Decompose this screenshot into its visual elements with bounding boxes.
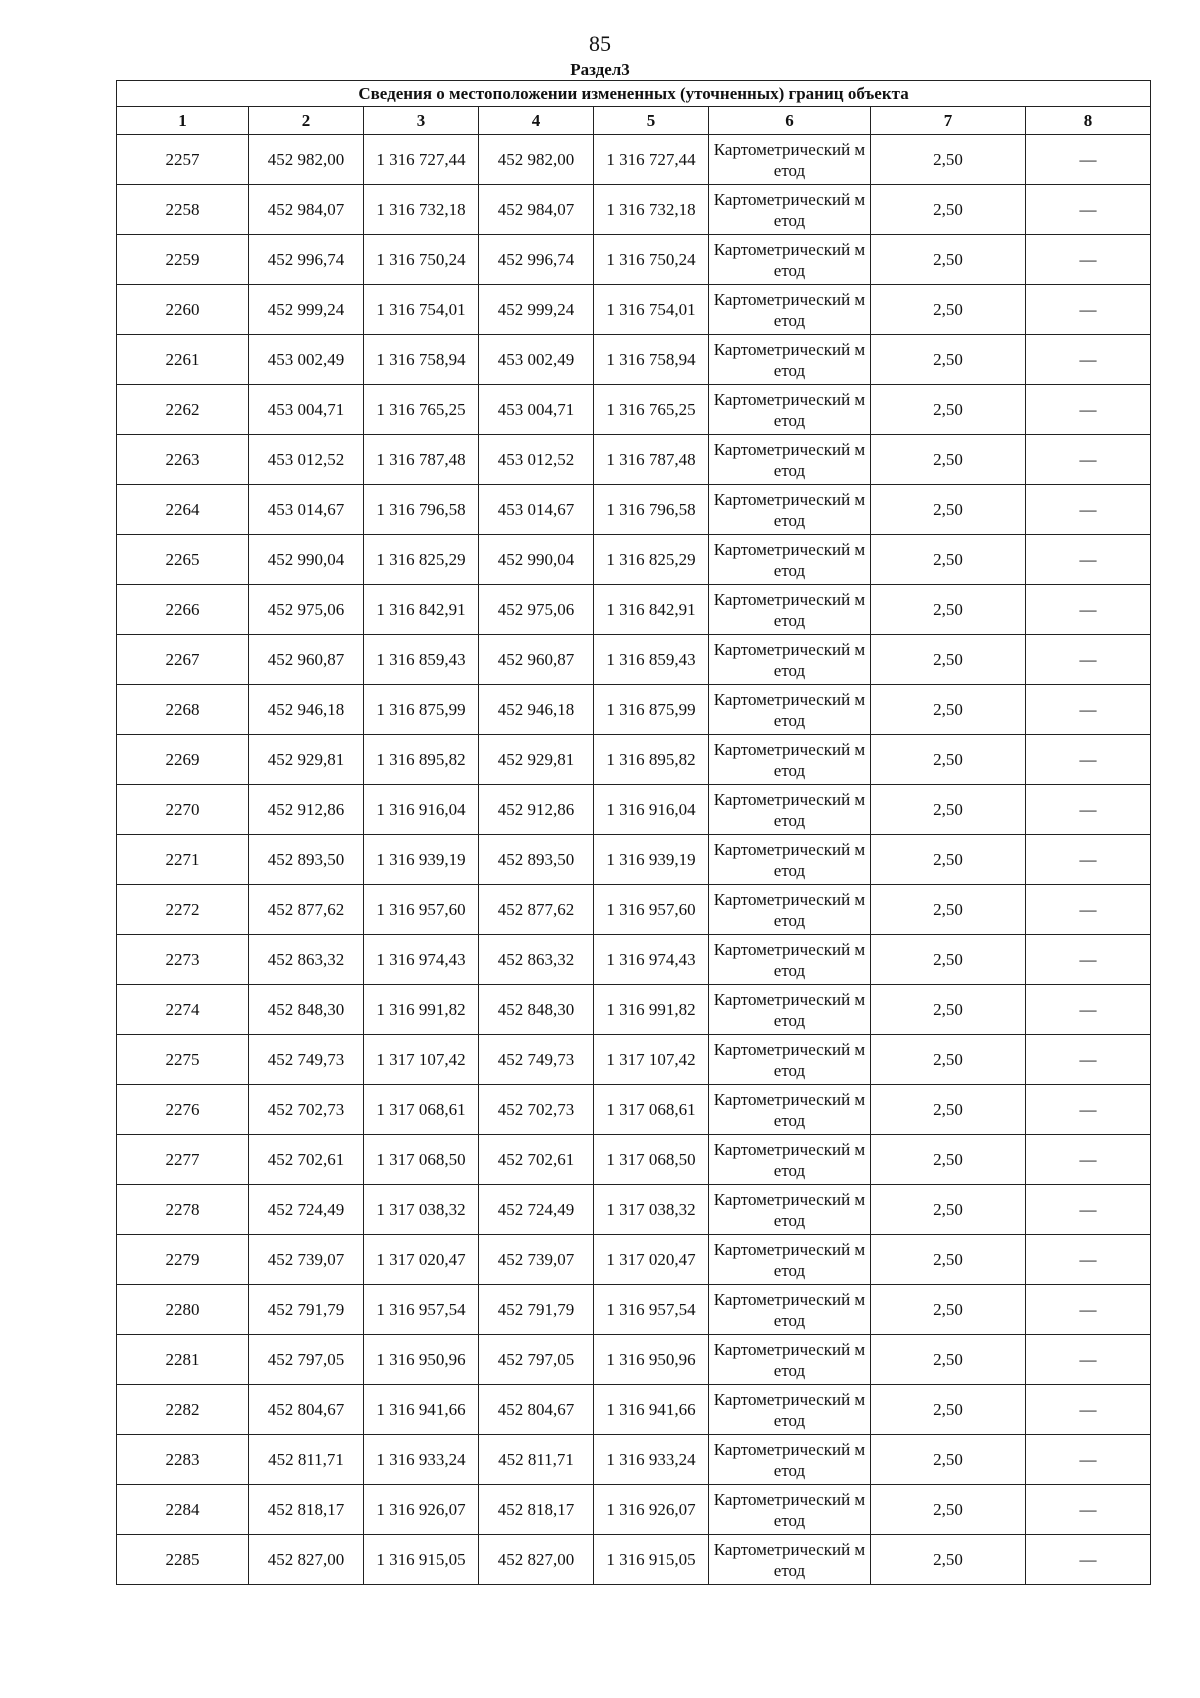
cell-new-x: 452 702,61 — [479, 1135, 594, 1185]
cell-new-x: 452 791,79 — [479, 1285, 594, 1335]
cell-new-x: 452 975,06 — [479, 585, 594, 635]
cell-new-y: 1 316 796,58 — [594, 485, 709, 535]
cell-description: — — [1026, 1185, 1151, 1235]
cell-new-x: 452 982,00 — [479, 135, 594, 185]
cell-new-y: 1 316 974,43 — [594, 935, 709, 985]
cell-new-x: 452 848,30 — [479, 985, 594, 1035]
cell-method: Картометрический метод — [709, 635, 871, 685]
cell-description: — — [1026, 935, 1151, 985]
column-number-row — [117, 107, 1151, 135]
cell-old-x: 452 946,18 — [249, 685, 364, 735]
cell-description: — — [1026, 985, 1151, 1035]
cell-new-x: 453 012,52 — [479, 435, 594, 485]
cell-old-y: 1 316 957,60 — [364, 885, 479, 935]
cell-old-x: 452 912,86 — [249, 785, 364, 835]
cell-point-number: 2270 — [117, 785, 249, 835]
cell-old-y: 1 316 915,05 — [364, 1535, 479, 1585]
cell-new-x: 453 014,67 — [479, 485, 594, 535]
cell-description: — — [1026, 1085, 1151, 1135]
column-number: 8 — [1026, 107, 1151, 135]
cell-new-y: 1 316 875,99 — [594, 685, 709, 735]
cell-new-x: 453 002,49 — [479, 335, 594, 385]
cell-accuracy: 2,50 — [871, 1235, 1026, 1285]
cell-old-y: 1 316 796,58 — [364, 485, 479, 535]
cell-description: — — [1026, 1535, 1151, 1585]
cell-old-x: 452 702,73 — [249, 1085, 364, 1135]
cell-method: Картометрический метод — [709, 685, 871, 735]
table-row — [117, 1335, 1151, 1385]
cell-point-number: 2265 — [117, 535, 249, 585]
cell-old-x: 452 877,62 — [249, 885, 364, 935]
cell-method: Картометрический метод — [709, 1285, 871, 1335]
cell-point-number: 2280 — [117, 1285, 249, 1335]
cell-method: Картометрический метод — [709, 1135, 871, 1185]
section-title: Раздел3 — [570, 60, 630, 79]
cell-new-y: 1 317 068,50 — [594, 1135, 709, 1185]
cell-new-x: 452 984,07 — [479, 185, 594, 235]
cell-new-x: 452 946,18 — [479, 685, 594, 735]
table-row — [117, 1285, 1151, 1335]
column-number: 2 — [249, 107, 364, 135]
cell-old-x: 452 999,24 — [249, 285, 364, 335]
cell-point-number: 2283 — [117, 1435, 249, 1485]
cell-new-y: 1 316 765,25 — [594, 385, 709, 435]
cell-method: Картометрический метод — [709, 335, 871, 385]
cell-old-y: 1 317 068,61 — [364, 1085, 479, 1135]
cell-point-number: 2278 — [117, 1185, 249, 1235]
cell-old-x: 452 739,07 — [249, 1235, 364, 1285]
cell-accuracy: 2,50 — [871, 885, 1026, 935]
cell-point-number: 2260 — [117, 285, 249, 335]
cell-point-number: 2281 — [117, 1335, 249, 1385]
cell-accuracy: 2,50 — [871, 1285, 1026, 1335]
table-row — [117, 435, 1151, 485]
cell-accuracy: 2,50 — [871, 635, 1026, 685]
cell-new-x: 452 912,86 — [479, 785, 594, 835]
cell-old-x: 452 996,74 — [249, 235, 364, 285]
cell-description: — — [1026, 885, 1151, 935]
cell-point-number: 2263 — [117, 435, 249, 485]
cell-old-y: 1 317 038,32 — [364, 1185, 479, 1235]
cell-old-x: 452 749,73 — [249, 1035, 364, 1085]
cell-old-x: 452 797,05 — [249, 1335, 364, 1385]
cell-new-y: 1 316 916,04 — [594, 785, 709, 835]
cell-method: Картометрический метод — [709, 735, 871, 785]
column-number: 3 — [364, 107, 479, 135]
cell-method: Картометрический метод — [709, 1035, 871, 1085]
cell-old-y: 1 316 950,96 — [364, 1335, 479, 1385]
cell-description: — — [1026, 235, 1151, 285]
cell-accuracy: 2,50 — [871, 1035, 1026, 1085]
cell-description: — — [1026, 335, 1151, 385]
cell-old-y: 1 316 727,44 — [364, 135, 479, 185]
cell-old-y: 1 316 758,94 — [364, 335, 479, 385]
cell-description: — — [1026, 635, 1151, 685]
cell-method: Картометрический метод — [709, 535, 871, 585]
cell-old-x: 452 724,49 — [249, 1185, 364, 1235]
cell-point-number: 2266 — [117, 585, 249, 635]
cell-old-y: 1 316 974,43 — [364, 935, 479, 985]
cell-old-y: 1 316 842,91 — [364, 585, 479, 635]
table-row — [117, 1385, 1151, 1435]
table-row — [117, 835, 1151, 885]
cell-old-y: 1 316 787,48 — [364, 435, 479, 485]
cell-method: Картометрический метод — [709, 585, 871, 635]
table-row — [117, 1135, 1151, 1185]
cell-point-number: 2277 — [117, 1135, 249, 1185]
cell-new-x: 452 990,04 — [479, 535, 594, 585]
cell-point-number: 2271 — [117, 835, 249, 885]
cell-accuracy: 2,50 — [871, 535, 1026, 585]
cell-method: Картометрический метод — [709, 1335, 871, 1385]
cell-description: — — [1026, 585, 1151, 635]
cell-new-x: 452 724,49 — [479, 1185, 594, 1235]
cell-new-y: 1 316 915,05 — [594, 1535, 709, 1585]
cell-accuracy: 2,50 — [871, 585, 1026, 635]
cell-point-number: 2259 — [117, 235, 249, 285]
cell-old-x: 453 002,49 — [249, 335, 364, 385]
cell-point-number: 2282 — [117, 1385, 249, 1435]
cell-old-y: 1 316 875,99 — [364, 685, 479, 735]
cell-new-y: 1 316 859,43 — [594, 635, 709, 685]
cell-old-x: 452 811,71 — [249, 1435, 364, 1485]
cell-method: Картометрический метод — [709, 135, 871, 185]
cell-point-number: 2275 — [117, 1035, 249, 1085]
cell-accuracy: 2,50 — [871, 185, 1026, 235]
table-row — [117, 785, 1151, 835]
table-row — [117, 1535, 1151, 1585]
cell-old-y: 1 316 750,24 — [364, 235, 479, 285]
table-row — [117, 1085, 1151, 1135]
cell-new-y: 1 316 941,66 — [594, 1385, 709, 1435]
cell-new-y: 1 316 842,91 — [594, 585, 709, 635]
table-row — [117, 285, 1151, 335]
cell-old-y: 1 317 020,47 — [364, 1235, 479, 1285]
cell-new-y: 1 316 950,96 — [594, 1335, 709, 1385]
cell-old-x: 452 960,87 — [249, 635, 364, 685]
cell-method: Картометрический метод — [709, 1535, 871, 1585]
cell-description: — — [1026, 1485, 1151, 1535]
table-row — [117, 935, 1151, 985]
cell-old-x: 452 984,07 — [249, 185, 364, 235]
cell-new-y: 1 316 825,29 — [594, 535, 709, 585]
cell-accuracy: 2,50 — [871, 335, 1026, 385]
cell-point-number: 2273 — [117, 935, 249, 985]
cell-old-y: 1 316 926,07 — [364, 1485, 479, 1535]
cell-new-y: 1 316 732,18 — [594, 185, 709, 235]
cell-accuracy: 2,50 — [871, 785, 1026, 835]
table-row — [117, 685, 1151, 735]
table-row — [117, 485, 1151, 535]
cell-old-y: 1 316 957,54 — [364, 1285, 479, 1335]
cell-new-x: 453 004,71 — [479, 385, 594, 435]
table-row — [117, 735, 1151, 785]
cell-accuracy: 2,50 — [871, 485, 1026, 535]
cell-description: — — [1026, 1435, 1151, 1485]
cell-new-x: 452 827,00 — [479, 1535, 594, 1585]
cell-accuracy: 2,50 — [871, 985, 1026, 1035]
cell-old-y: 1 316 939,19 — [364, 835, 479, 885]
cell-new-y: 1 316 787,48 — [594, 435, 709, 485]
cell-accuracy: 2,50 — [871, 835, 1026, 885]
cell-description: — — [1026, 1385, 1151, 1435]
cell-method: Картометрический метод — [709, 235, 871, 285]
cell-old-x: 452 702,61 — [249, 1135, 364, 1185]
cell-new-x: 452 960,87 — [479, 635, 594, 685]
cell-accuracy: 2,50 — [871, 235, 1026, 285]
column-number: 5 — [594, 107, 709, 135]
cell-old-x: 453 004,71 — [249, 385, 364, 435]
cell-method: Картометрический метод — [709, 285, 871, 335]
cell-method: Картометрический метод — [709, 1435, 871, 1485]
cell-new-x: 452 893,50 — [479, 835, 594, 885]
cell-method: Картометрический метод — [709, 935, 871, 985]
table-row — [117, 1035, 1151, 1085]
cell-description: — — [1026, 1035, 1151, 1085]
cell-method: Картометрический метод — [709, 1235, 871, 1285]
cell-accuracy: 2,50 — [871, 1135, 1026, 1185]
cell-accuracy: 2,50 — [871, 735, 1026, 785]
cell-method: Картометрический метод — [709, 1085, 871, 1135]
cell-new-y: 1 316 750,24 — [594, 235, 709, 285]
table-row — [117, 585, 1151, 635]
cell-old-y: 1 316 991,82 — [364, 985, 479, 1035]
cell-method: Картометрический метод — [709, 1185, 871, 1235]
cell-point-number: 2257 — [117, 135, 249, 185]
cell-old-x: 452 818,17 — [249, 1485, 364, 1535]
cell-accuracy: 2,50 — [871, 1485, 1026, 1535]
cell-old-x: 452 990,04 — [249, 535, 364, 585]
cell-accuracy: 2,50 — [871, 1385, 1026, 1435]
cell-new-x: 452 818,17 — [479, 1485, 594, 1535]
cell-accuracy: 2,50 — [871, 685, 1026, 735]
cell-method: Картометрический метод — [709, 835, 871, 885]
cell-description: — — [1026, 385, 1151, 435]
cell-old-y: 1 316 933,24 — [364, 1435, 479, 1485]
cell-new-y: 1 316 957,54 — [594, 1285, 709, 1335]
table-row — [117, 185, 1151, 235]
cell-new-y: 1 316 754,01 — [594, 285, 709, 335]
cell-description: — — [1026, 435, 1151, 485]
cell-new-x: 452 797,05 — [479, 1335, 594, 1385]
cell-method: Картометрический метод — [709, 1485, 871, 1535]
cell-old-y: 1 316 859,43 — [364, 635, 479, 685]
cell-accuracy: 2,50 — [871, 135, 1026, 185]
cell-point-number: 2258 — [117, 185, 249, 235]
cell-point-number: 2261 — [117, 335, 249, 385]
cell-old-x: 452 863,32 — [249, 935, 364, 985]
cell-new-y: 1 316 926,07 — [594, 1485, 709, 1535]
cell-point-number: 2269 — [117, 735, 249, 785]
column-number: 1 — [117, 107, 249, 135]
table-row — [117, 535, 1151, 585]
cell-new-x: 452 929,81 — [479, 735, 594, 785]
table-row — [117, 235, 1151, 285]
cell-new-y: 1 317 107,42 — [594, 1035, 709, 1085]
cell-old-y: 1 316 941,66 — [364, 1385, 479, 1435]
cell-new-y: 1 316 933,24 — [594, 1435, 709, 1485]
cell-description: — — [1026, 485, 1151, 535]
cell-old-x: 452 791,79 — [249, 1285, 364, 1335]
cell-point-number: 2274 — [117, 985, 249, 1035]
column-number: 6 — [709, 107, 871, 135]
cell-old-y: 1 316 754,01 — [364, 285, 479, 335]
cell-old-y: 1 317 107,42 — [364, 1035, 479, 1085]
cell-new-x: 452 863,32 — [479, 935, 594, 985]
cell-method: Картометрический метод — [709, 435, 871, 485]
cell-new-y: 1 317 020,47 — [594, 1235, 709, 1285]
cell-new-x: 452 739,07 — [479, 1235, 594, 1285]
cell-point-number: 2268 — [117, 685, 249, 735]
cell-old-y: 1 316 732,18 — [364, 185, 479, 235]
cell-accuracy: 2,50 — [871, 1335, 1026, 1385]
table-row — [117, 885, 1151, 935]
cell-accuracy: 2,50 — [871, 385, 1026, 435]
cell-point-number: 2284 — [117, 1485, 249, 1535]
table-row — [117, 1185, 1151, 1235]
cell-old-x: 452 975,06 — [249, 585, 364, 635]
cell-description: — — [1026, 735, 1151, 785]
cell-description: — — [1026, 185, 1151, 235]
cell-new-y: 1 316 895,82 — [594, 735, 709, 785]
cell-new-y: 1 316 991,82 — [594, 985, 709, 1035]
cell-description: — — [1026, 835, 1151, 885]
table-row — [117, 635, 1151, 685]
cell-point-number: 2272 — [117, 885, 249, 935]
cell-new-y: 1 317 038,32 — [594, 1185, 709, 1235]
cell-method: Картометрический метод — [709, 785, 871, 835]
cell-method: Картометрический метод — [709, 185, 871, 235]
cell-old-x: 452 982,00 — [249, 135, 364, 185]
column-number: 4 — [479, 107, 594, 135]
cell-accuracy: 2,50 — [871, 1185, 1026, 1235]
cell-new-x: 452 999,24 — [479, 285, 594, 335]
page-number: 85 — [589, 31, 611, 56]
cell-point-number: 2262 — [117, 385, 249, 435]
cell-new-x: 452 702,73 — [479, 1085, 594, 1135]
cell-old-y: 1 316 916,04 — [364, 785, 479, 835]
cell-accuracy: 2,50 — [871, 435, 1026, 485]
cell-description: — — [1026, 785, 1151, 835]
cell-new-x: 452 877,62 — [479, 885, 594, 935]
cell-accuracy: 2,50 — [871, 935, 1026, 985]
cell-old-y: 1 316 765,25 — [364, 385, 479, 435]
cell-new-y: 1 316 727,44 — [594, 135, 709, 185]
cell-point-number: 2285 — [117, 1535, 249, 1585]
cell-new-y: 1 316 939,19 — [594, 835, 709, 885]
cell-description: — — [1026, 535, 1151, 585]
table-row — [117, 985, 1151, 1035]
cell-point-number: 2267 — [117, 635, 249, 685]
table-row — [117, 385, 1151, 435]
cell-description: — — [1026, 685, 1151, 735]
cell-old-x: 453 012,52 — [249, 435, 364, 485]
cell-method: Картометрический метод — [709, 485, 871, 535]
cell-new-x: 452 749,73 — [479, 1035, 594, 1085]
cell-method: Картометрический метод — [709, 885, 871, 935]
table-caption: Сведения о местоположении измененных (уточненных) границ объекта — [117, 81, 1151, 107]
table-body — [117, 135, 1151, 1585]
cell-method: Картометрический метод — [709, 385, 871, 435]
cell-new-y: 1 317 068,61 — [594, 1085, 709, 1135]
cell-new-x: 452 811,71 — [479, 1435, 594, 1485]
cell-old-x: 452 848,30 — [249, 985, 364, 1035]
cell-accuracy: 2,50 — [871, 285, 1026, 335]
cell-old-y: 1 316 895,82 — [364, 735, 479, 785]
cell-point-number: 2264 — [117, 485, 249, 535]
column-number: 7 — [871, 107, 1026, 135]
table-row — [117, 1485, 1151, 1535]
cell-new-x: 452 996,74 — [479, 235, 594, 285]
table-row — [117, 1435, 1151, 1485]
coordinates-table — [116, 80, 1151, 1585]
cell-description: — — [1026, 1285, 1151, 1335]
cell-accuracy: 2,50 — [871, 1085, 1026, 1135]
cell-new-x: 452 804,67 — [479, 1385, 594, 1435]
cell-accuracy: 2,50 — [871, 1535, 1026, 1585]
cell-old-x: 452 804,67 — [249, 1385, 364, 1435]
cell-description: — — [1026, 1135, 1151, 1185]
cell-new-y: 1 316 758,94 — [594, 335, 709, 385]
cell-point-number: 2276 — [117, 1085, 249, 1135]
table-row — [117, 335, 1151, 385]
cell-point-number: 2279 — [117, 1235, 249, 1285]
cell-old-x: 452 827,00 — [249, 1535, 364, 1585]
cell-method: Картометрический метод — [709, 985, 871, 1035]
cell-new-y: 1 316 957,60 — [594, 885, 709, 935]
cell-description: — — [1026, 1235, 1151, 1285]
cell-old-x: 453 014,67 — [249, 485, 364, 535]
cell-old-y: 1 316 825,29 — [364, 535, 479, 585]
cell-accuracy: 2,50 — [871, 1435, 1026, 1485]
cell-description: — — [1026, 1335, 1151, 1385]
cell-old-y: 1 317 068,50 — [364, 1135, 479, 1185]
cell-method: Картометрический метод — [709, 1385, 871, 1435]
cell-old-x: 452 893,50 — [249, 835, 364, 885]
cell-description: — — [1026, 135, 1151, 185]
table-row — [117, 135, 1151, 185]
cell-old-x: 452 929,81 — [249, 735, 364, 785]
table-caption-row — [117, 81, 1151, 107]
table-row — [117, 1235, 1151, 1285]
cell-description: — — [1026, 285, 1151, 335]
